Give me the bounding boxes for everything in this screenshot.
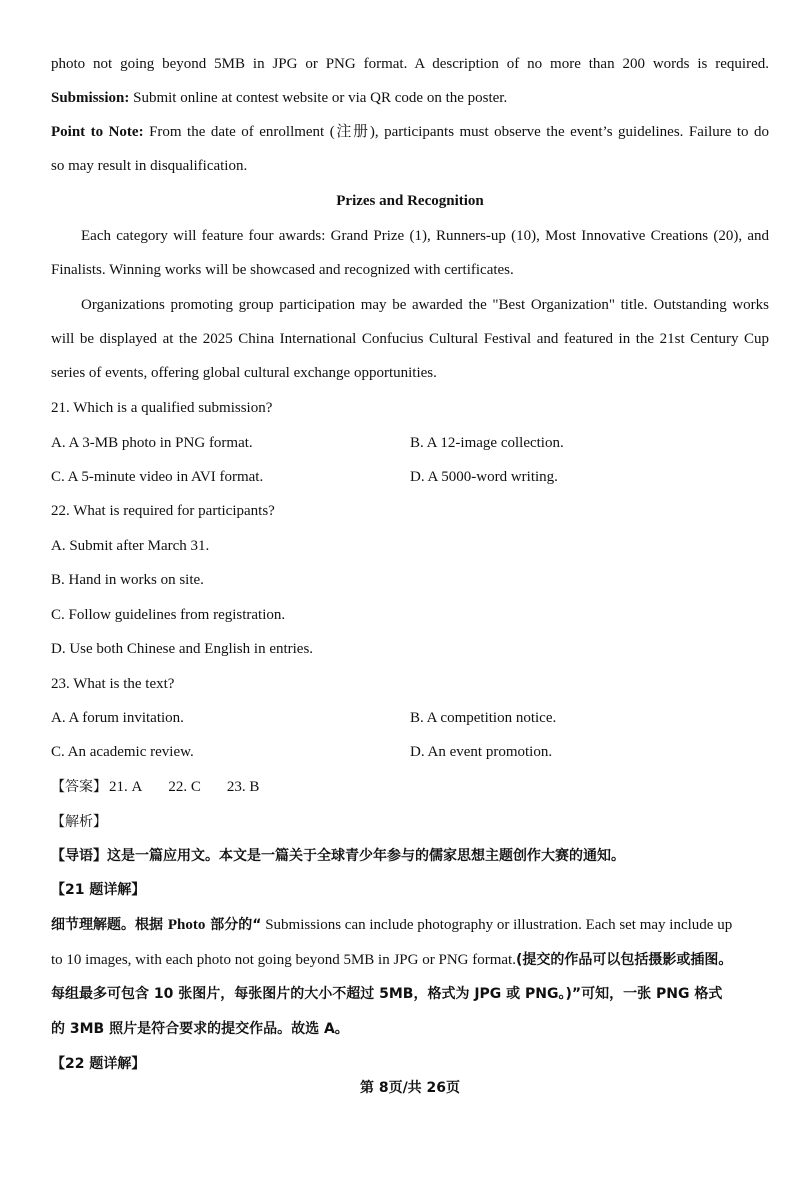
- note-text: From the date of enrollment (注册), participants must observe the event’s guidelines. Failure to do: [143, 124, 769, 140]
- analysis-label: 【解析】: [51, 814, 107, 830]
- submission-text: Submit online at contest website or via QR code on the poster.: [129, 90, 508, 106]
- q21-explanation-line: to 10 images, with each photo not going beyond 5MB in JPG or PNG format.(提交的作品可以包括摄影或插图。: [51, 952, 733, 968]
- page-number: 第 8页/共 26页: [359, 1080, 461, 1096]
- note-label: Point to Note:: [51, 124, 144, 140]
- q22-heading: 【22 题详解】: [51, 1056, 146, 1072]
- q21-heading: 【21 题详解】: [51, 882, 146, 898]
- prizes-paragraph-line: Finalists. Winning works will be showcased and recognized with certificates.: [51, 262, 514, 278]
- guideline-line: photo not going beyond 5MB in JPG or PNG format. A description of no more than 200 words is required.: [51, 56, 769, 72]
- q21-explanation-line: 的 3MB 照片是符合要求的提交作品。故选 A。: [51, 1021, 349, 1037]
- answer-label: 【答案】: [51, 779, 107, 795]
- answer-item: 23. B: [226, 779, 260, 795]
- option: C. An academic review.: [51, 744, 194, 760]
- note-line: [51, 122, 769, 142]
- option: A. A 3-MB photo in PNG format.: [51, 435, 253, 451]
- q21-explanation-line: 细节理解题。根据 Photo 部分的“ Submissions can include photography or illustration. Each set may include up: [51, 917, 733, 933]
- answer-line: [51, 777, 769, 797]
- prizes-paragraph-line: Each category will feature four awards: Grand Prize (1), Runners-up (10), Most Innovative Creations (20), and: [81, 228, 769, 244]
- option: D. Use both Chinese and English in entries.: [51, 641, 314, 657]
- question-stem: 22. What is required for participants?: [51, 503, 275, 519]
- submission-line: [51, 88, 769, 108]
- question-options-row: [51, 708, 769, 728]
- q21-explanation-line: 每组最多可包含 10 张图片，每张图片的大小不超过 5MB，格式为 JPG 或 PNG。)”可知，一张 PNG 格式: [51, 986, 723, 1002]
- option: C. A 5-minute video in AVI format.: [51, 469, 264, 485]
- option: D. A 5000-word writing.: [410, 469, 558, 485]
- prizes-paragraph-line: Organizations promoting group participation may be awarded the "Best Organization" title. Outstanding works: [81, 297, 769, 313]
- submission-label: Submission:: [51, 90, 130, 106]
- option: C. Follow guidelines from registration.: [51, 607, 286, 623]
- option: A. Submit after March 31.: [51, 538, 210, 554]
- option: D. An event promotion.: [410, 744, 553, 760]
- prizes-paragraph-line: will be displayed at the 2025 China International Confucius Cultural Festival and featured in the 21st Century Cup: [51, 331, 769, 347]
- option: A. A forum invitation.: [51, 710, 184, 726]
- option: B. A competition notice.: [410, 710, 557, 726]
- answer-item: 21. A: [109, 779, 143, 795]
- note-line-2: so may result in disqualification.: [51, 158, 248, 174]
- prizes-paragraph-line: series of events, offering global cultural exchange opportunities.: [51, 365, 437, 381]
- section-heading: Prizes and Recognition: [336, 193, 484, 209]
- question-options-row: [51, 467, 769, 487]
- question-options-row: [51, 433, 769, 453]
- analysis-intro: 【导语】这是一篇应用文。本文是一篇关于全球青少年参与的儒家思想主题创作大赛的通知。: [51, 848, 625, 864]
- question-stem: 23. What is the text?: [51, 676, 175, 692]
- answer-item: 22. C: [168, 779, 201, 795]
- question-options-row: [51, 742, 769, 762]
- question-stem: 21. Which is a qualified submission?: [51, 400, 273, 416]
- option: B. Hand in works on site.: [51, 572, 204, 588]
- option: B. A 12-image collection.: [410, 435, 564, 451]
